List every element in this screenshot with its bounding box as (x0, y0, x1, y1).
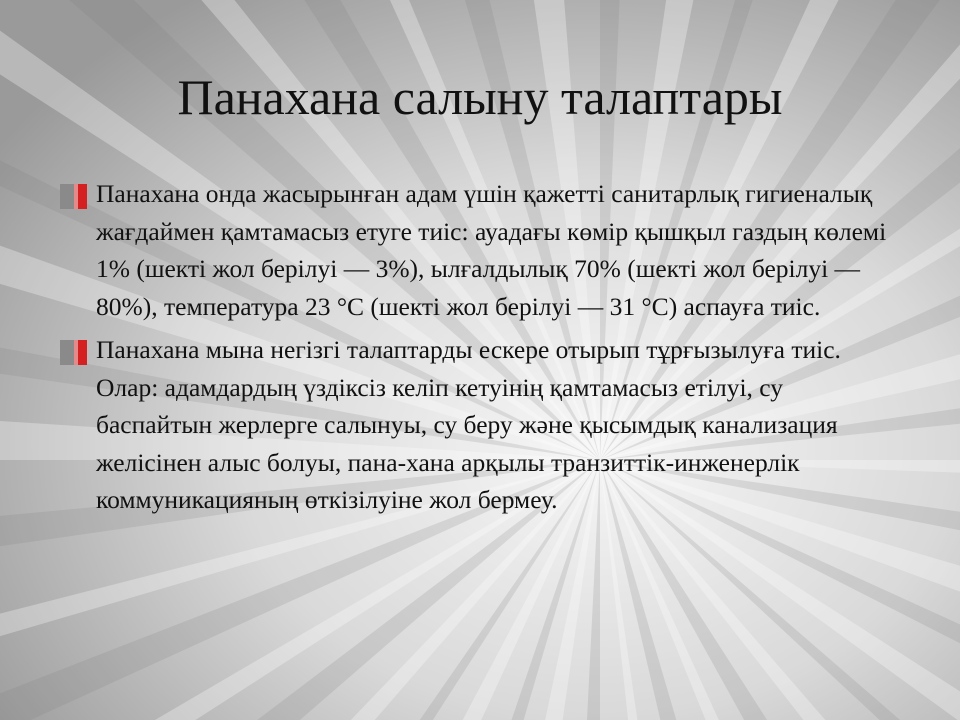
bullet-item (60, 331, 890, 519)
bullet-text: Панахана онда жасырынған адам үшін қажетті санитарлық гигиеналық жағдаймен қамтамасыз етуге тиіс: ауадағы көмір қышқыл газдың көлемі 1% (шекті жол берілуі — 3%), ылғалдылық 70% (шекті жол берілуі — 80%), температура 23 °С (шекті жол берілуі — 31 °С) аспауға тиіс. (96, 179, 887, 321)
red-bar-bullet-icon (60, 184, 87, 209)
bullet-text: Панахана мына негізгі талаптарды ескере отырып тұрғызылуға тиіс. Олар: адамдардың үздіксіз келіп кетуінің қамтамасыз етілуі, су баспайтын жерлерге салынуы, су беру және қысымдық канализация желісінен алыс болуы, пана-хана арқылы транзиттік-инженерлік коммуникацияның өткізілуіне жол бермеу. (96, 335, 841, 514)
slide-title: Панахана салыну талаптары (177, 69, 783, 125)
bullet-item (60, 175, 890, 325)
bullet-list (60, 175, 890, 525)
red-bar-bullet-icon (60, 340, 87, 365)
